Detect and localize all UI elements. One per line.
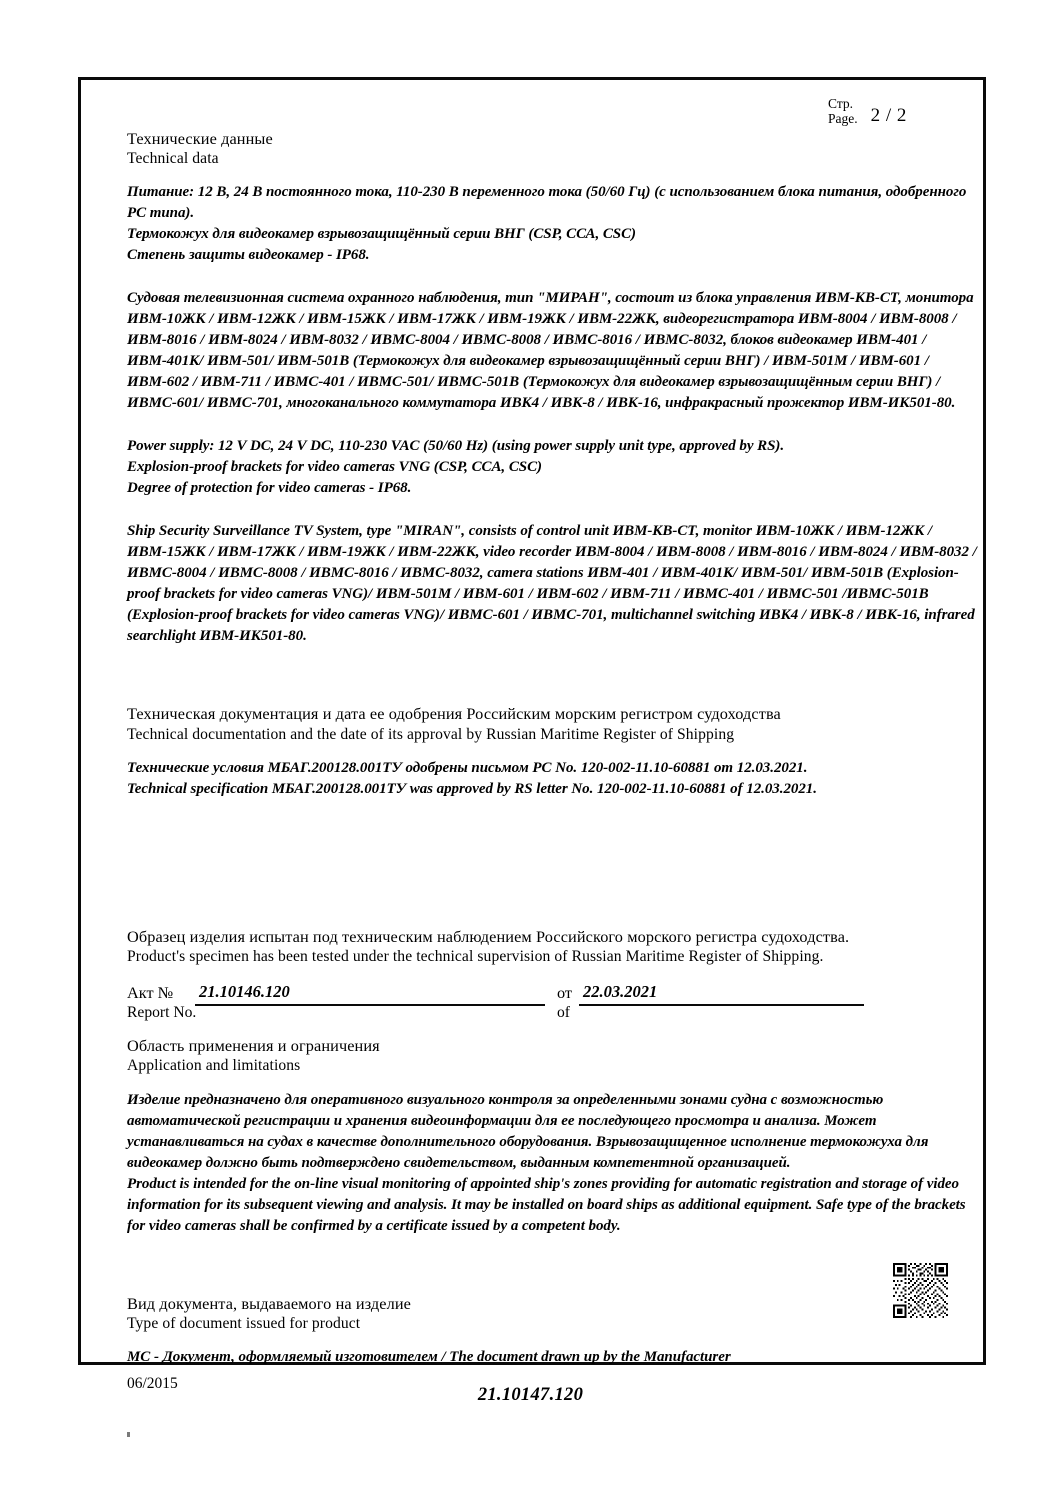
doc-type-heading-en: Type of document issued for product <box>127 1314 361 1332</box>
documentation-heading-ru: Техническая документация и дата ее одобрения Российским морским регистром судоходства <box>127 704 781 724</box>
specimen-tested-en: Product's specimen has been tested under the technical supervision of Russian Maritime Register of Shipping. <box>127 948 824 966</box>
page-counter-labels <box>828 96 858 126</box>
spacer <box>127 800 985 892</box>
spacer <box>127 266 985 288</box>
protection-degree-en: Degree of protection for video cameras - IP68. <box>127 480 412 497</box>
spacer <box>127 647 985 703</box>
technical-spec-en: Technical specification МБАГ.200128.001ТУ was approved by RS letter No. 120-002-11.10-60881 of 12.03.2021. <box>127 780 817 797</box>
system-composition-ru: Судовая телевизионная система охранного наблюдения, тип "МИРАН", состоит из блока управления ИВМ-КВ-СТ, монитора ИВМ-10ЖК / ИВМ-12ЖК / ИВМ-15ЖК / ИВМ-17ЖК / ИВМ-19ЖК / ИВМ-22ЖК, видеорегистратора ИВМ-8004 / ИВМ-8008 / ИВМ-8016 / ИВМ-8024 / ИВМ-8032 / ИВМС-8004 / ИВМС-8008 / ИВМС-8016 / ИВМС-8032, блоков видеокамер ИВМ-401 / ИВМ-401К/ ИВМ-501/ ИВМ-501В (Термокожух для видеокамер взрывозащищённый серии ВНГ) / ИВМ-501М / ИВМ-601 / ИВМ-602 / ИВМ-711 / ИВМС-401 / ИВМС-501/ ИВМС-501В (Термокожух для видеокамер взрывозащищённым серии ВНГ) /ИВМС-601/ ИВМС-701, многоканального коммутатора ИВК4 / ИВК-8 / ИВК-16, инфракрасный прожектор ИВМ-ИК501-80. <box>127 290 974 412</box>
form-date: 06/2015 <box>127 1375 178 1392</box>
system-composition-en: Ship Security Surveillance TV System, type "MIRAN", consists of control unit ИВМ-КВ-СТ, monitor ИВМ-10ЖК / ИВМ-12ЖК / ИВМ-15ЖК / ИВМ-17ЖК / ИВМ-19ЖК / ИВМ-22ЖК, video recorder ИВМ-8004 / ИВМ-8008 / ИВМ-8016 / ИВМ-8024 / ИВМ-8032 / ИВМС-8004 / ИВМС-8008 / ИВМС-8016 / ИВМС-8032, camera stations ИВМ-401 / ИВМ-401К/ ИВМ-501/ ИВМ-501В (Explosion-proof brackets for video cameras VNG)/ ИВМ-501М / ИВМ-601 / ИВМ-602 / ИВМ-711 / ИВМС-401 / ИВМС-501 /ИВМС-501В (Explosion-proof brackets for video cameras VNG)/ ИВМС-601 / ИВМС-701, multichannel switching ИВК4 / ИВК-8 / ИВК-16, infrared searchlight ИВМ-ИК501-80. <box>127 523 977 645</box>
protection-degree-ru: Степень защиты видеокамер - IP68. <box>127 247 370 264</box>
application-body-ru: Изделие предназначено для оперативного визуального контроля за определенными зонами судна с возможностью автоматической регистрации и хранения видеоинформации для ее последующего просмотра и анализа. Может устанавливаться на судах в качестве дополнительного оборудования. Взрывозащищенное исполнение термокожуха для видеокамер должно быть подтверждено свидетельством, выданным компетентной организацией. <box>127 1091 929 1171</box>
report-label-ru: Акт № <box>127 983 174 1003</box>
power-supply-en: Power supply: 12 V DC, 24 V DC, 110-230 VAC (50/60 Hz) (using power supply unit type, approved by RS). <box>127 438 785 455</box>
document-number: 21.10147.120 <box>477 1385 584 1405</box>
spacer <box>127 1077 985 1090</box>
report-number-value: 21.10146.120 <box>199 982 290 1002</box>
technical-spec-ru: Технические условия МБАГ.200128.001ТУ одобрены письмом РС No. 120-002-11.10-60881 от 12.03.2021. <box>127 759 808 776</box>
date-label-en: of <box>557 1004 570 1022</box>
report-number-labels <box>127 983 196 1023</box>
spacer <box>127 745 985 758</box>
date-label-ru: от <box>557 983 573 1003</box>
page-number: 2 / 2 <box>870 105 907 126</box>
spacer <box>127 499 985 521</box>
report-label-en: Report No. <box>127 1004 197 1022</box>
qr-code-icon <box>893 1263 948 1318</box>
specimen-tested-ru: Образец изделия испытан под техническим наблюдением Российского морского регистра судоходства. <box>127 926 850 946</box>
doc-type-value: МС - Документ, оформляемый изготовителем / The document drawn up by the Manufacturer <box>127 1349 731 1366</box>
technical-data-heading-ru: Технические данные <box>127 129 273 148</box>
application-heading-ru: Область применения и ограничения <box>127 1036 380 1056</box>
page-counter <box>828 96 978 127</box>
report-date-value: 22.03.2021 <box>583 982 658 1002</box>
report-number-field <box>127 982 290 1023</box>
spacer <box>127 414 985 436</box>
application-heading-en: Application and limitations <box>127 1057 301 1075</box>
document-content <box>127 128 985 1368</box>
technical-data-heading-en: Technical data <box>127 150 219 168</box>
page-label-ru: Стр. <box>828 96 854 111</box>
scan-artifact <box>127 1432 130 1437</box>
brackets-en: Explosion-proof brackets for video cameras VNG (CSP, CCA, CSC) <box>127 459 542 476</box>
brackets-ru: Термокожух для видеокамер взрывозащищённый серии ВНГ (CSP, ССА, CSC) <box>127 226 636 243</box>
documentation-heading-en: Technical documentation and the date of its approval by Russian Maritime Register of Shipping <box>127 725 735 743</box>
power-supply-ru: Питание: 12 В, 24 В постоянного тока, 110-230 В переменного тока (50/60 Гц) (с использованием блока питания, одобренного РС типа). <box>127 184 967 222</box>
spacer <box>127 1237 985 1293</box>
spacer <box>127 169 985 182</box>
report-date-value-box[interactable] <box>579 982 864 1006</box>
spacer <box>127 1334 985 1347</box>
spacer <box>127 892 985 926</box>
report-number-rule <box>195 1004 545 1006</box>
doc-type-heading-ru: Вид документа, выдаваемого на изделие <box>127 1293 412 1313</box>
report-date-field <box>557 982 658 1023</box>
report-number-row <box>127 983 985 1035</box>
application-body-en: Product is intended for the on-line visual monitoring of appointed ship's zones providing for automatic registration and storage of video information for its subsequent viewing and analysis. It may be installed on board ships as additional equipment. Safe type of the brackets for video cameras shall be confirmed by a certificate issued by a competent body. <box>127 1175 966 1234</box>
report-number-value-box[interactable] <box>195 982 545 1006</box>
page-label-en: Page. <box>828 111 858 127</box>
report-date-labels <box>557 983 572 1023</box>
report-date-rule <box>579 1004 864 1006</box>
